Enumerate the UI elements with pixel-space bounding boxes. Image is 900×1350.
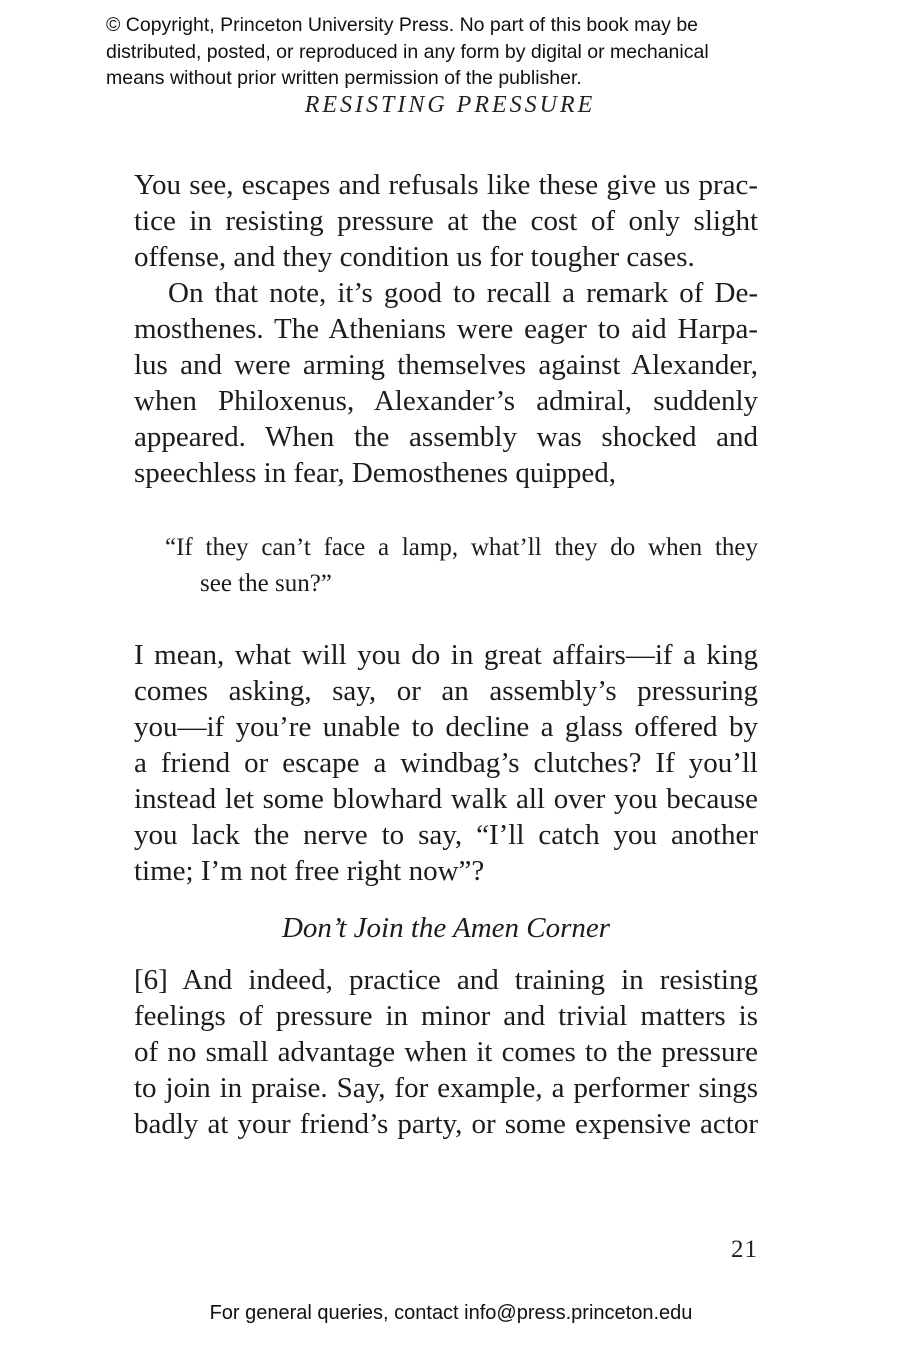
text-line: you lack the nerve to say, “I’ll catch you another	[134, 819, 758, 851]
copyright-line: © Copyright, Princeton University Press. No part of this book may be	[106, 14, 699, 36]
text-line: feelings of pressure in minor and trivial matters is	[134, 1000, 758, 1032]
text-line: of no small advantage when it comes to the pressure	[134, 1036, 758, 1068]
quote-line: see the sun?”	[200, 570, 332, 597]
quote-line: “If they can’t face a lamp, what’ll they do when they	[165, 534, 758, 561]
text-line: mosthenes. The Athenians were eager to aid Harpa-	[134, 313, 758, 345]
text-line: comes asking, say, or an assembly’s pressuring	[134, 675, 758, 707]
running-head: RESISTING PRESSURE	[304, 92, 596, 118]
text-line: On that note, it’s good to recall a remark of De-	[168, 277, 758, 309]
text-line: speechless in fear, Demosthenes quipped,	[134, 457, 617, 489]
copyright-notice	[106, 12, 866, 92]
page-number: 21	[731, 1236, 758, 1263]
paragraph-4	[134, 962, 758, 1142]
text-line: a friend or escape a windbag’s clutches? If you’ll	[134, 747, 758, 779]
footer-contact: For general queries, contact info@press.princeton.edu	[209, 1302, 693, 1324]
copyright-line: distributed, posted, or reproduced in any form by digital or mechanical	[106, 40, 709, 63]
text-line: I mean, what will you do in great affairs—if a king	[134, 639, 758, 671]
text-line: [6] And indeed, practice and training in resisting	[134, 964, 758, 996]
copyright-line: means without prior written permission of the publisher.	[106, 67, 582, 89]
text-line: instead let some blowhard walk all over you because	[134, 783, 758, 815]
text-line: when Philoxenus, Alexander’s admiral, suddenly	[134, 385, 758, 417]
block-quote	[165, 530, 758, 602]
text-line: lus and were arming themselves against Alexander,	[134, 349, 758, 381]
text-line: tice in resisting pressure at the cost of only slight	[134, 205, 758, 237]
paragraph-3	[134, 637, 758, 889]
text-line: badly at your friend’s party, or some expensive actor	[134, 1108, 758, 1140]
text-line: you—if you’re unable to decline a glass offered by	[134, 711, 758, 743]
section-heading: Don’t Join the Amen Corner	[281, 912, 611, 944]
text-line: offense, and they condition us for tougher cases.	[134, 241, 695, 273]
text-line: You see, escapes and refusals like these give us prac-	[134, 169, 758, 201]
text-line: to join in praise. Say, for example, a performer sings	[134, 1072, 758, 1104]
paragraph-2	[134, 275, 758, 491]
paragraph-1	[134, 167, 758, 275]
text-line: appeared. When the assembly was shocked and	[134, 421, 758, 453]
text-line: time; I’m not free right now”?	[134, 855, 485, 887]
